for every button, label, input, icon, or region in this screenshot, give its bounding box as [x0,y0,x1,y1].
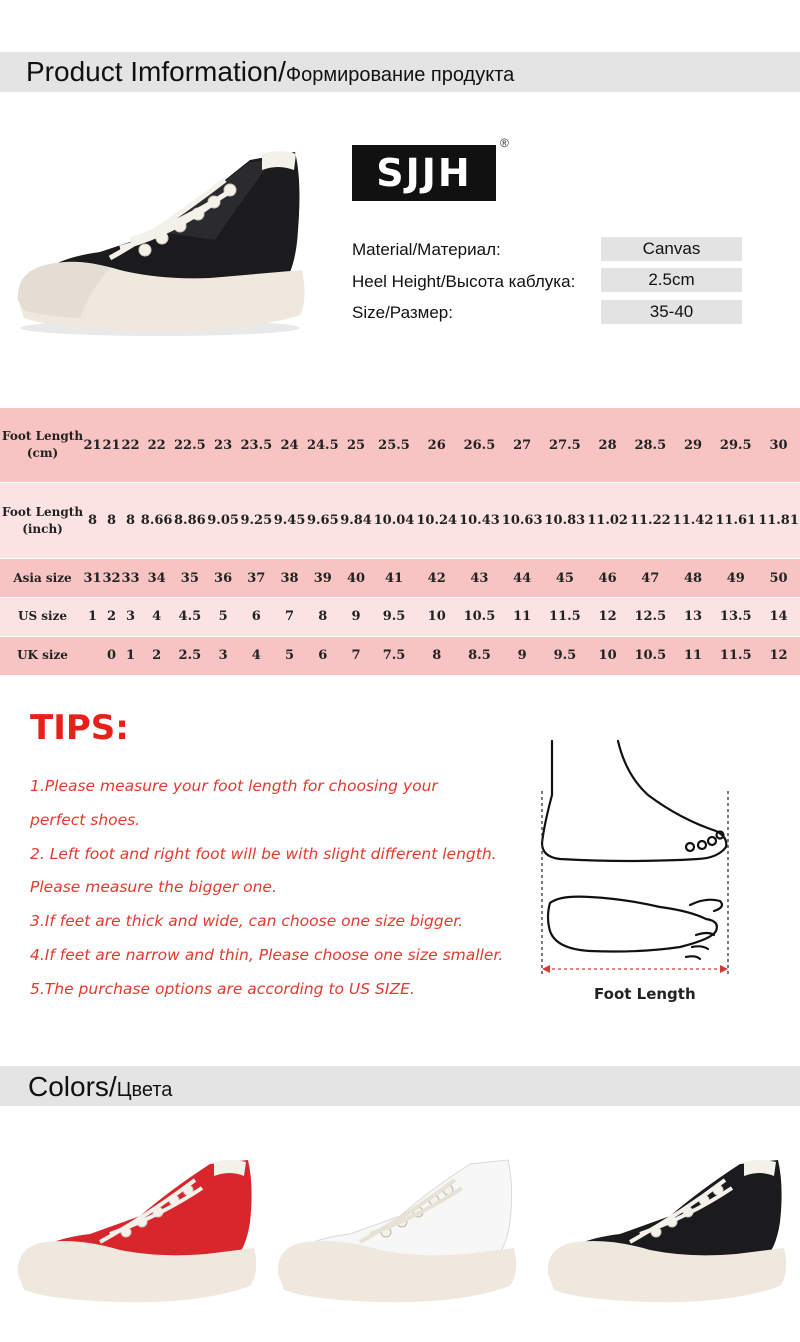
size-cell: 39 [306,559,339,598]
size-cell: 2.5 [173,636,206,675]
size-row-header-line2: (inch) [22,521,63,536]
size-cell: 10 [415,598,458,637]
size-cell: 9.45 [273,483,306,559]
size-cell: 11.81 [757,483,800,559]
size-cell: 42 [415,559,458,598]
size-cell: 49 [714,559,757,598]
spec-size-value: 35-40 [601,300,742,324]
size-cell: 29.5 [714,408,757,483]
tip-line: Please measure the bigger one. [30,878,277,896]
size-cell: 8.5 [458,636,501,675]
product-info-header [0,52,800,92]
size-cell: 10.5 [629,636,672,675]
size-cell: 8.66 [140,483,173,559]
spec-material-value: Canvas [601,237,742,261]
size-cell: 11.02 [586,483,629,559]
size-cell: 11.61 [714,483,757,559]
size-cell: 1 [83,598,102,637]
size-cell: 26 [415,408,458,483]
size-cell: 8.86 [173,483,206,559]
size-cell: 27 [501,408,544,483]
size-cell: 12.5 [629,598,672,637]
size-cell: 23.5 [240,408,273,483]
size-cell: 22 [121,408,140,483]
size-cell: 45 [544,559,587,598]
size-cell: 29 [672,408,715,483]
size-cell: 28.5 [629,408,672,483]
size-row-header-line2: (cm) [26,446,59,461]
size-cell: 22 [140,408,173,483]
size-table-row [0,559,800,598]
size-cell: 9.05 [206,483,239,559]
size-cell: 21 [83,408,102,483]
size-cell: 6 [240,598,273,637]
white-shoe-image [270,1150,530,1310]
size-cell: 2 [102,598,121,637]
size-cell: 24.5 [306,408,339,483]
size-cell: 36 [206,559,239,598]
size-cell: 9.5 [544,636,587,675]
size-cell: 31 [83,559,102,598]
spec-heel-label: Heel Height/Высота каблука: [352,272,576,291]
size-row-header-line1: UK size [17,648,68,663]
tip-line: 2. Left foot and right foot will be with slight different length. [30,845,497,863]
size-table-row [0,408,800,483]
size-cell: 21 [102,408,121,483]
size-cell: 11.5 [714,636,757,675]
size-cell: 10.24 [415,483,458,559]
size-cell: 48 [672,559,715,598]
size-cell: 13.5 [714,598,757,637]
size-cell: 8 [121,483,140,559]
size-cell: 4.5 [173,598,206,637]
black-shoe-image [10,140,310,340]
black-shoe-small-image [540,1150,795,1310]
size-row-header [0,559,83,598]
size-cell: 3 [206,636,239,675]
size-row-header [0,636,83,675]
size-cell: 9.65 [306,483,339,559]
size-cell: 38 [273,559,306,598]
size-cell: 5 [273,636,306,675]
size-cell: 44 [501,559,544,598]
size-row-header-line1: Foot Length [2,429,84,444]
size-cell: 14 [757,598,800,637]
foot-measure-diagram [530,735,740,980]
size-cell: 9.25 [240,483,273,559]
size-table-row [0,483,800,559]
size-cell: 50 [757,559,800,598]
size-cell: 9.84 [339,483,372,559]
size-cell: 5 [206,598,239,637]
registered-mark: ® [500,136,509,150]
size-table-row [0,636,800,675]
brand-logo: SJJH [352,145,496,201]
size-row-header [0,483,83,559]
size-cell: 10.63 [501,483,544,559]
size-cell: 11.42 [672,483,715,559]
size-cell: 12 [586,598,629,637]
size-cell: 11.5 [544,598,587,637]
size-row-header-line1: US size [17,609,68,624]
size-cell: 37 [240,559,273,598]
tip-line: perfect shoes. [30,811,141,829]
size-cell: 25 [339,408,372,483]
spec-size-label: Size/Размер: [352,303,453,322]
colors-title: Colors/ [28,1071,117,1102]
size-cell: 4 [140,598,173,637]
foot-length-caption: Foot Length [594,985,696,1003]
colors-title-wrap [28,1071,172,1103]
product-info-title-ru: Формирование продукта [285,64,515,86]
colors-header [0,1066,800,1106]
size-cell: 28 [586,408,629,483]
size-row-header [0,598,83,637]
size-cell: 11 [501,598,544,637]
size-cell: 43 [458,559,501,598]
size-cell: 25.5 [373,408,416,483]
size-cell: 1 [121,636,140,675]
size-cell: 10.04 [373,483,416,559]
size-cell: 9 [501,636,544,675]
size-cell: 8 [306,598,339,637]
size-cell: 10.5 [458,598,501,637]
spec-heel-value: 2.5cm [601,268,742,292]
size-cell: 13 [672,598,715,637]
size-row-header-line1: Foot Length [2,504,84,519]
size-cell: 6 [306,636,339,675]
size-cell: 11 [672,636,715,675]
size-table-row [0,598,800,637]
size-cell: 32 [102,559,121,598]
size-cell: 40 [339,559,372,598]
colors-title-ru: Цвета [116,1079,173,1101]
red-shoe-image [10,1150,260,1310]
size-cell [83,636,102,675]
size-cell: 8 [83,483,102,559]
spec-material-label: Material/Материал: [352,240,501,259]
size-cell: 46 [586,559,629,598]
size-chart-table [0,408,800,676]
size-cell: 7 [339,636,372,675]
size-cell: 23 [206,408,239,483]
size-cell: 47 [629,559,672,598]
size-cell: 7.5 [373,636,416,675]
size-row-header [0,408,83,483]
size-cell: 10.83 [544,483,587,559]
size-cell: 10 [586,636,629,675]
tip-line: 3.If feet are thick and wide, can choose one size bigger. [30,912,464,930]
product-info-title-wrap [26,56,514,88]
size-cell: 9 [339,598,372,637]
tip-line: 4.If feet are narrow and thin, Please choose one size smaller. [30,946,504,964]
size-cell: 4 [240,636,273,675]
size-cell: 33 [121,559,140,598]
size-cell: 34 [140,559,173,598]
size-cell: 8 [415,636,458,675]
size-cell: 2 [140,636,173,675]
size-cell: 27.5 [544,408,587,483]
size-cell: 35 [173,559,206,598]
tip-line: 1.Please measure your foot length for choosing your [30,777,438,795]
size-cell: 7 [273,598,306,637]
product-info-title: Product Imformation/ [26,56,286,87]
size-cell: 11.22 [629,483,672,559]
size-row-header-line1: Asia size [13,570,72,585]
tips-title: TIPS: [30,708,129,748]
size-cell: 8 [102,483,121,559]
size-cell: 0 [102,636,121,675]
size-cell: 12 [757,636,800,675]
size-cell: 41 [373,559,416,598]
size-cell: 26.5 [458,408,501,483]
size-cell: 30 [757,408,800,483]
size-cell: 22.5 [173,408,206,483]
size-cell: 9.5 [373,598,416,637]
tip-line: 5.The purchase options are according to US SIZE. [30,980,415,998]
size-cell: 10.43 [458,483,501,559]
size-cell: 24 [273,408,306,483]
size-cell: 3 [121,598,140,637]
